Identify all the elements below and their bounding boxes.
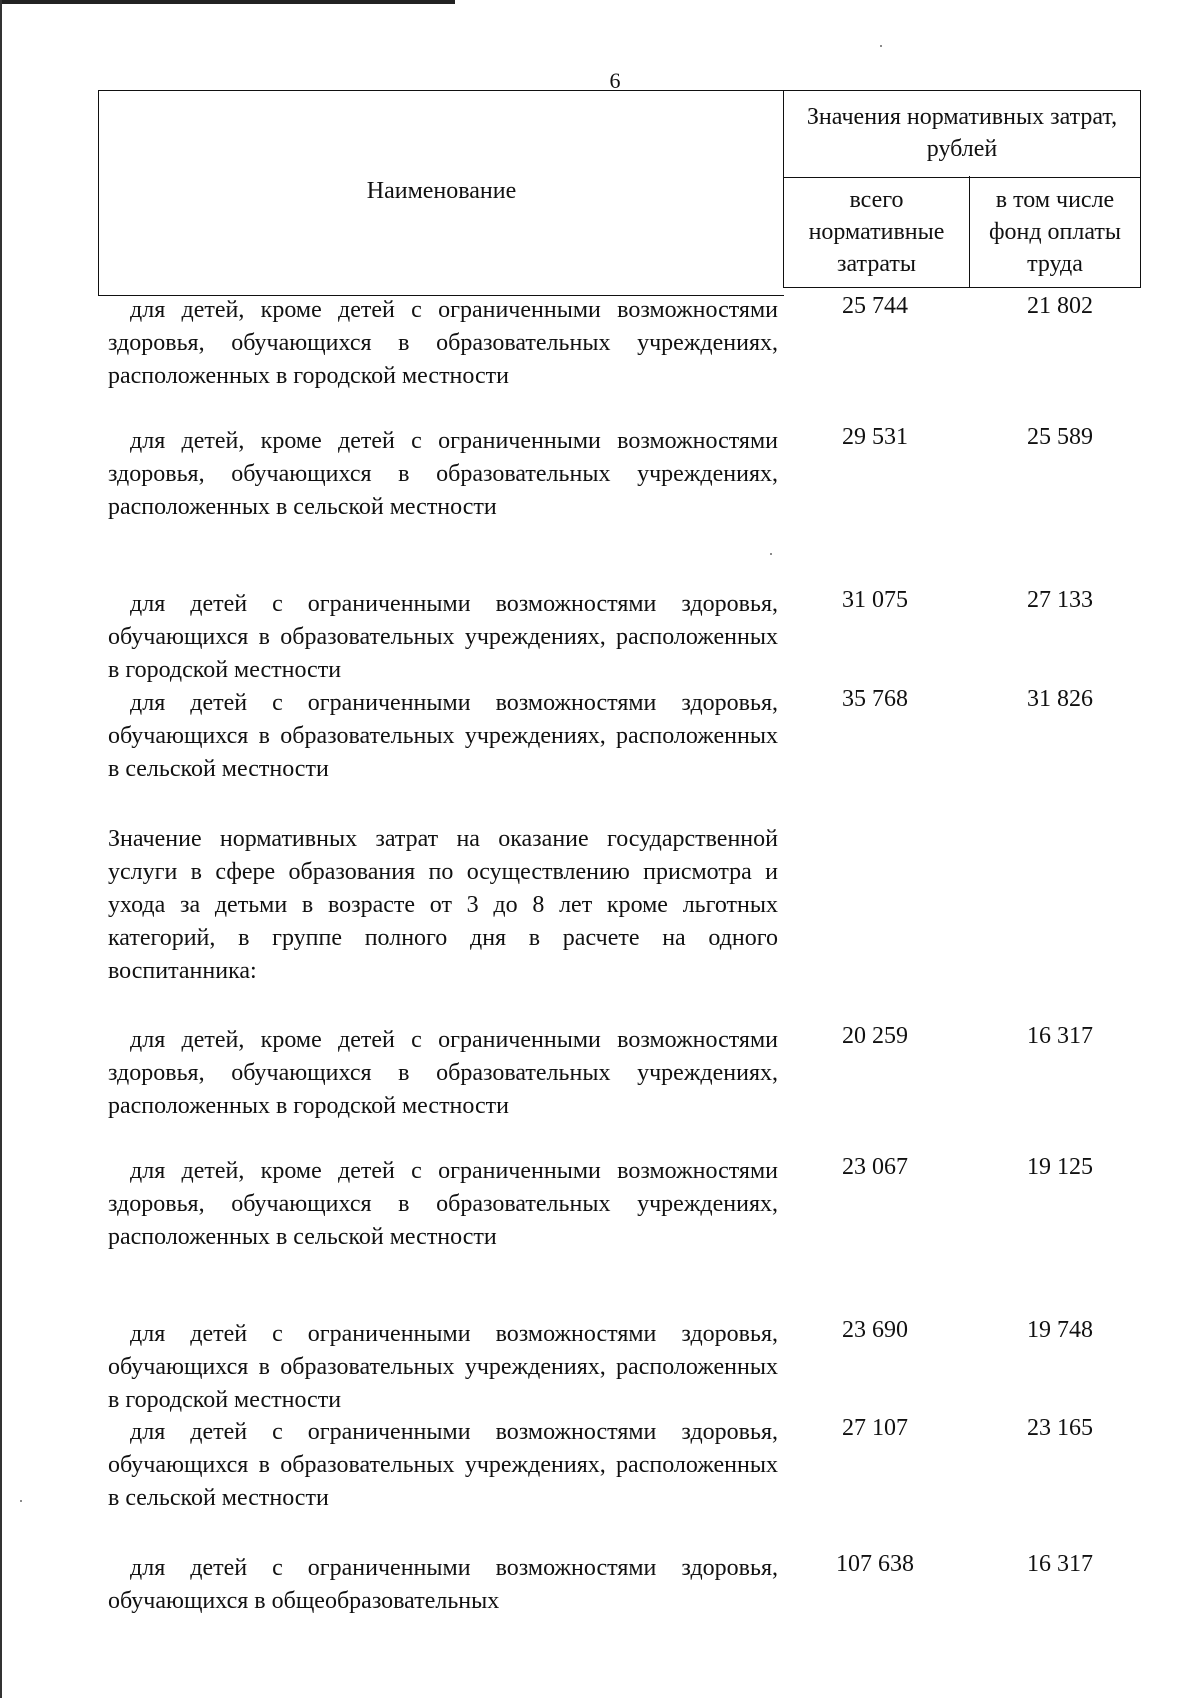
header-cell-total	[783, 176, 970, 288]
row-total-value: 31 075	[842, 587, 908, 613]
row-payroll-value: 25 589	[1027, 424, 1093, 450]
row-total-value: 27 107	[842, 1415, 908, 1441]
row-total-value: 25 744	[842, 293, 908, 319]
header-cell-values-group	[783, 90, 1141, 178]
header-total-label: всего нормативные затраты	[808, 187, 945, 277]
row-name: для детей с ограниченными возможностями здоровья, обучающихся в образовательных учреждениях, расположенных в городской местности	[108, 1321, 778, 1413]
row-total-value: 20 259	[842, 1023, 908, 1049]
row-total-value: 23 690	[842, 1317, 908, 1343]
scan-speck	[770, 553, 772, 555]
row-payroll-value: 16 317	[1027, 1023, 1093, 1049]
section-heading: Значение нормативных затрат на оказание государственной услуги в сфере образования по осуществлению присмотра и ухода за детьми в возрасте от 3 до 8 лет кроме льготных категорий, в группе полного дня в расчете на одного воспитанника:	[108, 826, 778, 984]
page-number: 6	[609, 68, 621, 93]
row-name: для детей, кроме детей с ограниченными возможностями здоровья, обучающихся в образовательных учреждениях, расположенных в сельской местности	[108, 428, 778, 520]
row-total-value: 107 638	[836, 1551, 914, 1577]
header-payroll-label: в том числе фонд оплаты труда	[988, 187, 1122, 277]
row-total-value: 23 067	[842, 1154, 908, 1180]
row-name: для детей с ограниченными возможностями здоровья, обучающихся в образовательных учреждениях, расположенных в городской местности	[108, 591, 778, 683]
row-total-value: 35 768	[842, 686, 908, 712]
row-name: для детей, кроме детей с ограниченными возможностями здоровья, обучающихся в образовательных учреждениях, расположенных в городской местности	[108, 297, 778, 389]
row-payroll-value: 27 133	[1027, 587, 1093, 613]
scan-speck	[880, 45, 882, 47]
row-name: для детей, кроме детей с ограниченными возможностями здоровья, обучающихся в образовательных учреждениях, расположенных в городской местности	[108, 1027, 778, 1119]
row-payroll-value: 21 802	[1027, 293, 1093, 319]
row-payroll-value: 23 165	[1027, 1415, 1093, 1441]
scan-edge-left	[0, 0, 2, 1698]
row-name: для детей с ограниченными возможностями здоровья, обучающихся в образовательных учреждениях, расположенных в сельской местности	[108, 1419, 778, 1511]
row-payroll-value: 19 125	[1027, 1154, 1093, 1180]
row-name: для детей, кроме детей с ограниченными возможностями здоровья, обучающихся в образовательных учреждениях, расположенных в сельской местности	[108, 1158, 778, 1250]
row-name: для детей с ограниченными возможностями здоровья, обучающихся в образовательных учреждениях, расположенных в сельской местности	[108, 690, 778, 782]
header-cell-name	[98, 90, 784, 296]
header-values-group-label: Значения нормативных затрат, рублей	[806, 104, 1118, 162]
row-payroll-value: 19 748	[1027, 1317, 1093, 1343]
row-total-value: 29 531	[842, 424, 908, 450]
scan-edge-top	[0, 0, 455, 4]
header-name-label: Наименование	[366, 178, 517, 204]
header-cell-payroll	[969, 176, 1141, 288]
scan-speck	[20, 1500, 22, 1502]
row-name: для детей с ограниченными возможностями здоровья, обучающихся в общеобразовательных	[108, 1555, 778, 1614]
row-payroll-value: 16 317	[1027, 1551, 1093, 1577]
row-payroll-value: 31 826	[1027, 686, 1093, 712]
